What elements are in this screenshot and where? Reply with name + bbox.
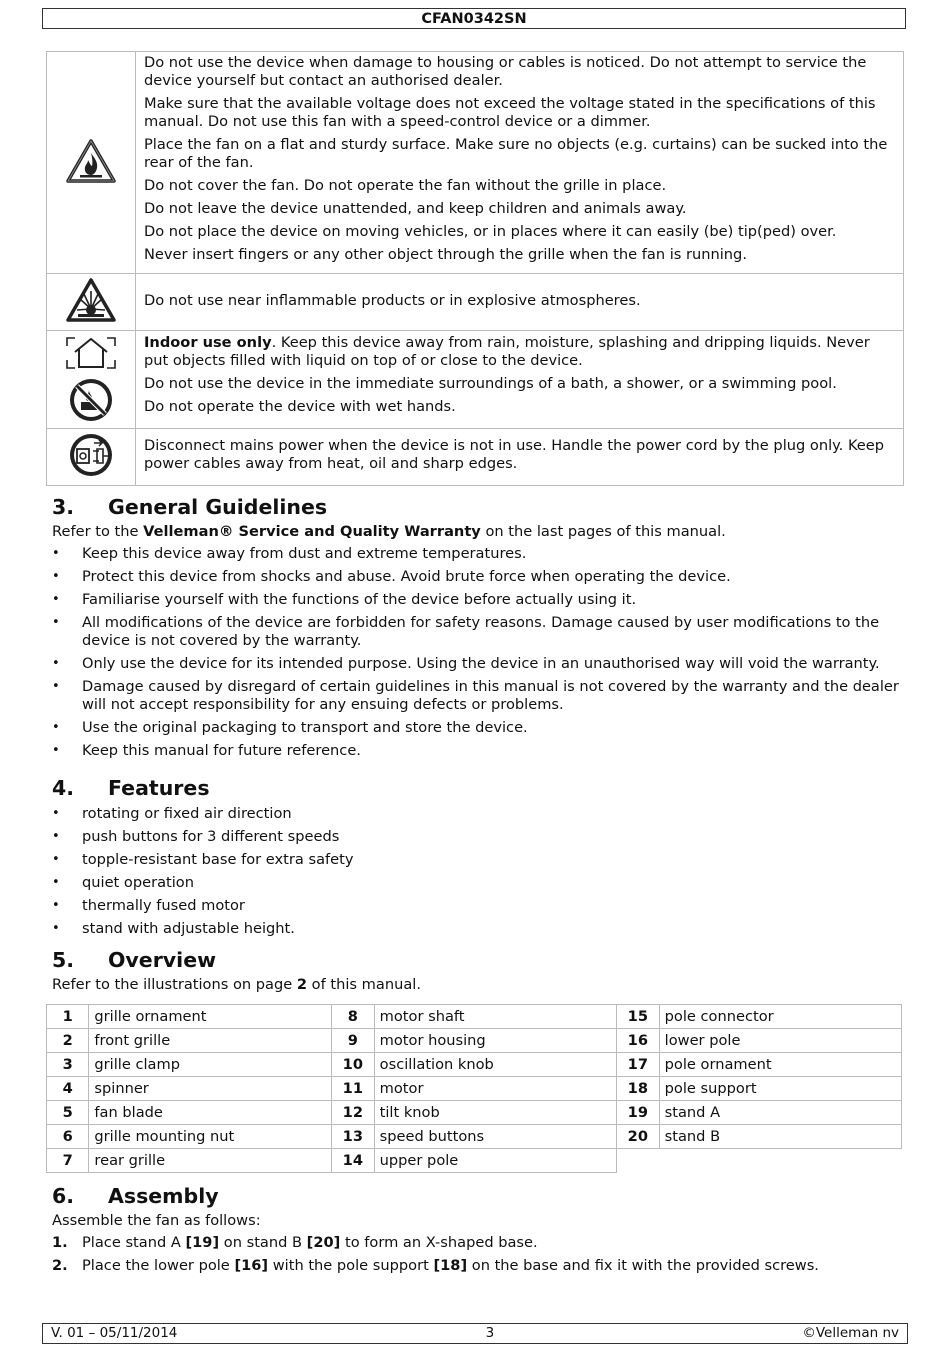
section-heading-5: 5. Overview <box>52 948 217 972</box>
table-row: 2 front grille <box>47 1029 332 1053</box>
safety-text: Disconnect mains power when the device is not in use. Handle the power cord by the plug only. Keep power cables away from heat, oil and sharp edges. <box>144 437 885 472</box>
safety-row <box>47 429 904 486</box>
safety-icon-cell <box>47 274 136 331</box>
table-row: 16 lower pole <box>617 1029 902 1053</box>
table-row: 14 upper pole <box>332 1149 617 1173</box>
safety-text: Make sure that the available voltage does not exceed the voltage stated in the specifications of this manual. Do not use this fan with a speed-control device or a dimmer. <box>144 95 876 130</box>
safety-row <box>47 52 904 274</box>
list-item: • push buttons for 3 different speeds <box>52 828 902 846</box>
warranty-reference: Velleman® Service and Quality Warranty <box>143 523 481 540</box>
version-date: V. 01 – 05/11/2014 <box>51 1325 178 1341</box>
table-row: 1 grille ornament <box>47 1005 332 1029</box>
page-footer <box>42 1323 908 1344</box>
safety-text: Do not place the device on moving vehicles, or in places where it can easily (be) tip(ped) over. <box>144 223 837 240</box>
safety-text: Do not use the device in the immediate surroundings of a bath, a shower, or a swimming pool. <box>144 375 837 392</box>
table-row: 12 tilt knob <box>332 1101 617 1125</box>
section-intro: Refer to the illustrations on page 2 of this manual. <box>52 976 421 993</box>
list-item: • Use the original packaging to transport and store the device. <box>52 719 902 737</box>
table-row: 7 rear grille <box>47 1149 332 1173</box>
safety-icon-cell <box>47 331 136 429</box>
list-item: • Protect this device from shocks and abuse. Avoid brute force when operating the device. <box>52 568 902 586</box>
table-row: 13 speed buttons <box>332 1125 617 1149</box>
indoor-use-icon <box>63 334 119 376</box>
table-row: 19 stand A <box>617 1101 902 1125</box>
safety-text: Do not cover the fan. Do not operate the fan without the grille in place. <box>144 177 667 194</box>
safety-table <box>46 51 904 486</box>
table-row: 9 motor housing <box>332 1029 617 1053</box>
list-item: • quiet operation <box>52 874 902 892</box>
list-item: • Only use the device for its intended purpose. Using the device in an unauthorised way will void the warranty. <box>52 655 902 673</box>
safety-text: Do not operate the device with wet hands. <box>144 398 456 415</box>
explosion-warning-icon <box>65 277 117 327</box>
main-content <box>52 494 902 1280</box>
table-row: 17 pole ornament <box>617 1053 902 1077</box>
table-row: 20 stand B <box>617 1125 902 1149</box>
section-heading-3: 3. General Guidelines <box>52 495 328 519</box>
safety-text <box>144 334 895 370</box>
list-item: 2. Place the lower pole [16] with the pole support [18] on the base and fix it with the provided screws. <box>52 1257 819 1274</box>
safety-row <box>47 331 904 429</box>
fire-warning-icon <box>65 138 117 188</box>
features-list <box>52 805 902 938</box>
assembly-steps <box>52 1234 902 1275</box>
table-row: 8 motor shaft <box>332 1005 617 1029</box>
safety-text: Do not leave the device unattended, and keep children and animals away. <box>144 200 687 217</box>
section-intro: Refer to the Velleman® Service and Quality Warranty on the last pages of this manual. <box>52 523 726 540</box>
list-item: • thermally fused motor <box>52 897 902 915</box>
indoor-use-label: Indoor use only <box>144 334 272 351</box>
no-water-icon <box>67 376 115 428</box>
list-item: • rotating or fixed air direction <box>52 805 902 823</box>
safety-row <box>47 274 904 331</box>
guidelines-list <box>52 545 902 760</box>
section-intro: Assemble the fan as follows: <box>52 1212 261 1229</box>
safety-text: Do not use the device when damage to housing or cables is noticed. Do not attempt to service the device yourself but contact an authorised dealer. <box>144 54 867 89</box>
list-item: • Keep this manual for future reference. <box>52 742 902 760</box>
indoor-use-text: . Keep this device away from rain, moisture, splashing and dripping liquids. Never put objects filled with liquid on top of or close to the device. <box>144 334 870 369</box>
list-item: • Damage caused by disregard of certain guidelines in this manual is not covered by the warranty and the dealer will not accept responsibility for any ensuing defects or problems. <box>52 678 902 714</box>
table-row: 10 oscillation knob <box>332 1053 617 1077</box>
list-item: 1. Place stand A [19] on stand B [20] to form an X-shaped base. <box>52 1234 538 1251</box>
page-header: CFAN0342SN <box>42 8 906 29</box>
table-row: 6 grille mounting nut <box>47 1125 332 1149</box>
section-heading-4: 4. Features <box>52 776 210 800</box>
safety-icon-cell <box>47 52 136 274</box>
safety-text: Place the fan on a flat and sturdy surface. Make sure no objects (e.g. curtains) can be sucked into the rear of the fan. <box>144 136 888 171</box>
safety-text: Never insert fingers or any other object through the grille when the fan is running. <box>144 246 747 263</box>
overview-column <box>616 1004 902 1149</box>
safety-icon-cell <box>47 429 136 486</box>
table-row: 5 fan blade <box>47 1101 332 1125</box>
table-row: 4 spinner <box>47 1077 332 1101</box>
safety-text: Do not use near inflammable products or in explosive atmospheres. <box>144 292 641 309</box>
table-row: 18 pole support <box>617 1077 902 1101</box>
unplug-icon <box>67 431 115 483</box>
table-row: 11 motor <box>332 1077 617 1101</box>
page-number: 3 <box>485 1325 495 1341</box>
copyright: ©Velleman nv <box>802 1325 899 1341</box>
overview-column <box>46 1004 332 1173</box>
overview-column <box>331 1004 617 1173</box>
list-item: • stand with adjustable height. <box>52 920 902 938</box>
list-item: • topple-resistant base for extra safety <box>52 851 902 869</box>
list-item: • All modifications of the device are forbidden for safety reasons. Damage caused by user modifications to the device is not covered by the warranty. <box>52 614 902 650</box>
list-item: • Familiarise yourself with the functions of the device before actually using it. <box>52 591 902 609</box>
table-row: 3 grille clamp <box>47 1053 332 1077</box>
list-item: • Keep this device away from dust and extreme temperatures. <box>52 545 902 563</box>
overview-table <box>46 1004 902 1173</box>
section-heading-6: 6. Assembly <box>52 1184 219 1208</box>
table-row: 15 pole connector <box>617 1005 902 1029</box>
